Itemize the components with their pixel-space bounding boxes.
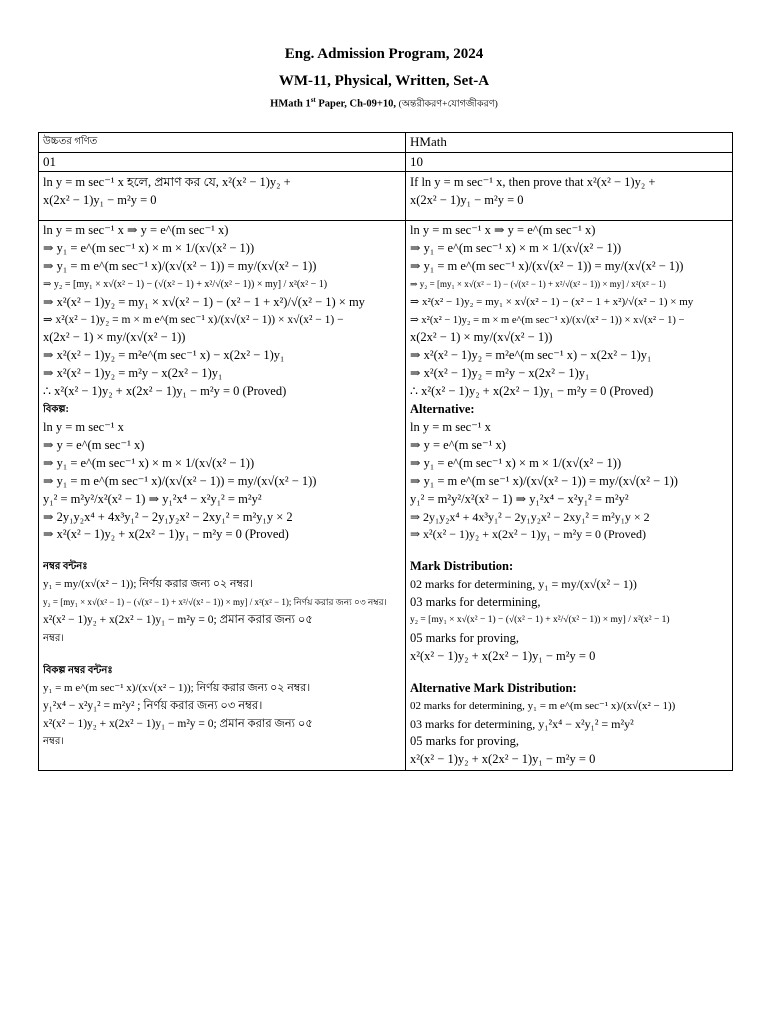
alt-marks-line: 05 marks for proving,	[410, 734, 520, 749]
marks-line: 05 marks for proving,	[410, 630, 520, 645]
paper-chapter-bangla: (অন্তরীকরণ+যোগজীকরণ)	[398, 99, 498, 110]
doc-title: Eng. Admission Program, 2024	[284, 46, 484, 62]
doc-subtitle: WM-11, Physical, Written, Set-A	[278, 73, 490, 89]
alternative-heading: বিকল্প:	[43, 404, 69, 416]
left-question-line: x(2x² − 1)y₁ − m²y = 0	[43, 193, 157, 207]
marks-line: x²(x² − 1)y₂ + x(2x² − 1)y₁ − m²y = 0; প্রমান করার জন্য ০৫	[43, 614, 313, 627]
question-number-row	[39, 153, 733, 172]
question-row	[39, 172, 733, 221]
solution-line: ⇒ x²(x² − 1)y₂ = m × m e^(m sec⁻¹ x)/(x√(x² − 1)) × x√(x² − 1) −	[410, 314, 685, 326]
marks-line: x²(x² − 1)y₂ + x(2x² − 1)y₁ − m²y = 0	[410, 648, 596, 663]
alt-marks-line: x²(x² − 1)y₂ + x(2x² − 1)y₁ − m²y = 0	[410, 752, 596, 767]
solution-line: ⇒ x²(x² − 1)y₂ = m²y − x(2x² − 1)y₁	[43, 366, 223, 381]
solution-line: ⇒ y₁ = m e^(m sec⁻¹ x)/(x√(x² − 1)) = my/(x√(x² − 1))	[410, 258, 684, 273]
marks-line: y₁ = my/(x√(x² − 1)); নির্ণয় করার জন্য ০২ নম্বর।	[43, 578, 253, 591]
solution-line: ⇒ x²(x² − 1)y₂ = my₁ × x√(x² − 1) − (x² − 1 + x²)/√(x² − 1) × my	[410, 295, 694, 308]
solution-line: ⇒ y = e^(m sec⁻¹ x)	[43, 437, 145, 452]
left-question-line: ln y = m sec⁻¹ x হলে, প্রমাণ কর যে, x²(x² − 1)y₂ +	[43, 175, 291, 189]
question-table	[38, 132, 733, 771]
solution-line: ln y = m sec⁻¹ x ⇒ y = e^(m sec⁻¹ x)	[43, 223, 229, 237]
marks-line: y₂ = [my₁ × x√(x² − 1) − (√(x² − 1) + x²/√(x² − 1)) × my] / x²(x² − 1); নির্ণয় করার জন্য ০৩ নম্বর।	[43, 597, 387, 608]
paper-ordinal: st	[310, 96, 316, 104]
solution-line: y₁² = m²y²/x²(x² − 1) ⇒ y₁²x⁴ − x²y₁² = m²y²	[410, 491, 629, 506]
solution-line: x(2x² − 1) × my/(x√(x² − 1))	[410, 330, 553, 345]
solution-line: ⇒ 2y₁y₂x⁴ + 4x³y₁² − 2y₁y₂x² − 2xy₁² = m²y₁y × 2	[410, 509, 650, 524]
right-question-line: x(2x² − 1)y₁ − m²y = 0	[410, 193, 524, 207]
solution-line: ⇒ x²(x² − 1)y₂ + x(2x² − 1)y₁ − m²y = 0 (Proved)	[43, 527, 289, 542]
marks-line: 02 marks for determining, y₁ = my/(x√(x² − 1))	[410, 577, 637, 592]
doc-paper-line	[0, 96, 768, 113]
solution-line: ⇒ y₂ = [my₁ × x√(x² − 1) − (√(x² − 1) + x²/√(x² − 1)) × my] / x²(x² − 1)	[43, 278, 328, 290]
alt-marks-heading: Alternative Mark Distribution:	[410, 680, 577, 695]
marks-heading: Mark Distribution:	[410, 559, 514, 574]
solution-line: ⇒ y₂ = [my₁ × x√(x² − 1) − (√(x² − 1) + x²/√(x² − 1)) × my] / x²(x² − 1)	[410, 278, 666, 289]
right-question-cell	[406, 172, 733, 221]
alt-marks-line: 03 marks for determining, y₁²x⁴ − x²y₁² = m²y²	[410, 716, 634, 731]
solution-line: ln y = m sec⁻¹ x	[43, 419, 124, 434]
solution-line: ln y = m sec⁻¹ x ⇒ y = e^(m sec⁻¹ x)	[410, 223, 596, 237]
left-solution-cell	[39, 221, 406, 771]
marks-line: 03 marks for determining,	[410, 595, 541, 610]
solution-line: x(2x² − 1) × my/(x√(x² − 1))	[43, 330, 186, 345]
marks-line: নম্বর।	[43, 632, 64, 644]
solution-row	[39, 221, 733, 771]
solution-line: ⇒ y₁ = m e^(m sec⁻¹ x)/(x√(x² − 1)) = my/(x√(x² − 1))	[43, 258, 317, 273]
alt-marks-line: y₁ = m e^(m sec⁻¹ x)/(x√(x² − 1)); নির্ণয় করার জন্য ০২ নম্বর।	[43, 681, 311, 694]
right-question-line: If ln y = m sec⁻¹ x, then prove that x²(x² − 1)y₂ +	[410, 175, 656, 189]
alternative-heading: Alternative:	[410, 402, 475, 417]
solution-line: ⇒ y₁ = e^(m sec⁻¹ x) × m × 1/(x√(x² − 1))	[410, 240, 622, 255]
solution-line: ⇒ x²(x² − 1)y₂ = m × m e^(m sec⁻¹ x)/(x√(x² − 1)) × x√(x² − 1) −	[43, 313, 344, 326]
right-question-number: 10	[406, 153, 733, 172]
marks-heading: নম্বর বন্টনঃ	[43, 561, 88, 573]
solution-line: ⇒ y₁ = e^(m sec⁻¹ x) × m × 1/(x√(x² − 1))	[43, 455, 255, 470]
solution-line: ⇒ x²(x² − 1)y₂ = m²e^(m sec⁻¹ x) − x(2x² − 1)y₁	[410, 348, 652, 363]
solution-line: y₁² = m²y²/x²(x² − 1) ⇒ y₁²x⁴ − x²y₁² = m²y²	[43, 491, 262, 506]
solution-line: ⇒ y₁ = e^(m sec⁻¹ x) × m × 1/(x√(x² − 1))	[410, 455, 622, 470]
solution-line: ∴ x²(x² − 1)y₂ + x(2x² − 1)y₁ − m²y = 0 (Proved)	[43, 384, 287, 399]
left-question-number: 01	[39, 153, 406, 172]
right-header-cell: HMath	[406, 133, 733, 153]
alt-marks-line: নম্বর।	[43, 736, 64, 748]
paper-name: HMath 1	[270, 98, 311, 110]
marks-line: y₂ = [my₁ × x√(x² − 1) − (√(x² − 1) + x²/√(x² − 1)) × my] / x²(x² − 1)	[410, 615, 670, 626]
solution-line: ⇒ y = e^(m se⁻¹ x)	[410, 437, 506, 452]
table-header-row	[39, 133, 733, 153]
solution-line: ⇒ x²(x² − 1)y₂ = m²y − x(2x² − 1)y₁	[410, 366, 590, 381]
right-solution-cell	[406, 221, 733, 771]
solution-line: ⇒ y₁ = m e^(m se⁻¹ x)/(x√(x² − 1)) = my/(x√(x² − 1))	[410, 473, 678, 488]
left-header-cell: উচ্চতর গণিত	[39, 133, 406, 153]
solution-line: ∴ x²(x² − 1)y₂ + x(2x² − 1)y₁ − m²y = 0 (Proved)	[410, 384, 654, 399]
alt-marks-line: 02 marks for determining, y₁ = m e^(m sec⁻¹ x)/(x√(x² − 1))	[410, 699, 676, 712]
alt-marks-line: x²(x² − 1)y₂ + x(2x² − 1)y₁ − m²y = 0; প্রমান করার জন্য ০৫	[43, 717, 313, 730]
alt-marks-line: y₁²x⁴ − x²y₁² = m²y² ; নির্ণয় করার জন্য ০৩ নম্বর।	[43, 699, 263, 712]
alt-marks-heading: বিকল্প নম্বর বন্টনঃ	[43, 664, 113, 676]
solution-line: ⇒ 2y₁y₂x⁴ + 4x³y₁² − 2y₁y₂x² − 2xy₁² = m²y₁y × 2	[43, 509, 293, 524]
left-question-cell	[39, 172, 406, 221]
solution-line: ⇒ x²(x² − 1)y₂ = m²e^(m sec⁻¹ x) − x(2x² − 1)y₁	[43, 348, 285, 363]
paper-chapter: Paper, Ch-09+10,	[315, 98, 399, 110]
solution-line: ⇒ x²(x² − 1)y₂ = my₁ × x√(x² − 1) − (x² − 1 + x²)/√(x² − 1) × my	[43, 294, 365, 309]
solution-line: ln y = m sec⁻¹ x	[410, 419, 491, 434]
solution-line: ⇒ y₁ = m e^(m sec⁻¹ x)/(x√(x² − 1)) = my/(x√(x² − 1))	[43, 473, 317, 488]
solution-line: ⇒ x²(x² − 1)y₂ + x(2x² − 1)y₁ − m²y = 0 (Proved)	[410, 527, 646, 542]
solution-line: ⇒ y₁ = e^(m sec⁻¹ x) × m × 1/(x√(x² − 1))	[43, 240, 255, 255]
